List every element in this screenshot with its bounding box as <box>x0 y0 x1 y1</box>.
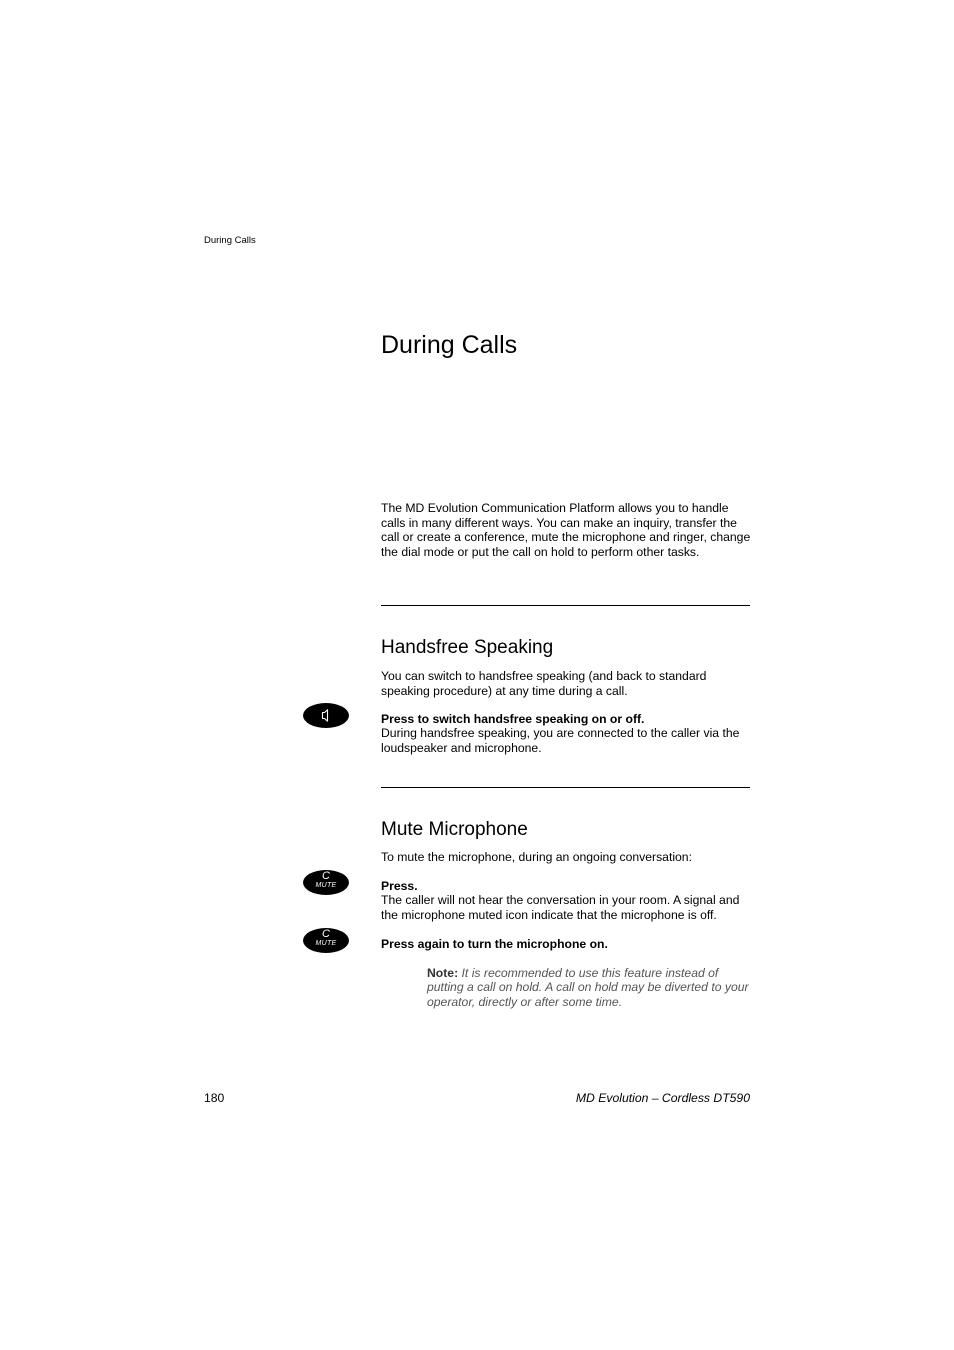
note <box>427 966 757 1009</box>
mute-heading: Mute Microphone <box>381 819 528 840</box>
mute-description: To mute the microphone, during an ongoing conversation: <box>381 850 692 864</box>
mute-step-instruction: Press. <box>381 879 418 893</box>
unmute-step-instruction: Press again to turn the microphone on. <box>381 937 608 951</box>
intro-paragraph: The MD Evolution Communication Platform allows you to handle calls in many different ways. You can make an inquiry, transfer the call or create a conference, mute the microphone and ringer, change the dial mode or put the call on hold to perform other tasks. <box>381 501 751 559</box>
page-number: 180 <box>204 1091 225 1105</box>
speaker-icon <box>303 703 349 728</box>
page-title: During Calls <box>381 331 518 359</box>
running-header: During Calls <box>204 235 256 246</box>
section-divider <box>381 605 750 606</box>
document-title: MD Evolution – Cordless DT590 <box>575 1091 750 1105</box>
mute-key-letter: C <box>322 928 330 940</box>
handsfree-key[interactable] <box>303 703 349 728</box>
note-text: It is recommended to use this feature instead of putting a call on hold. A call on hold may be diverted to your operator, directly or after some time. <box>427 966 749 1009</box>
handsfree-heading: Handsfree Speaking <box>381 637 554 658</box>
unmute-key[interactable] <box>303 928 349 953</box>
mute-step-result: The caller will not hear the conversation in your room. A signal and the microphone muted icon indicate that the microphone is off. <box>381 893 740 922</box>
mute-key-letter: C <box>322 870 330 882</box>
handsfree-step-instruction: Press to switch handsfree speaking on or off. <box>381 712 645 726</box>
mute-key-label: MUTE <box>315 882 337 889</box>
note-label: Note: <box>427 966 459 980</box>
handsfree-step-result: During handsfree speaking, you are connected to the caller via the loudspeaker and microphone. <box>381 726 740 755</box>
section-divider <box>381 787 750 788</box>
handsfree-description: You can switch to handsfree speaking (and back to standard speaking procedure) at any time during a call. <box>381 669 707 698</box>
mute-key-label: MUTE <box>315 940 337 947</box>
mute-key[interactable] <box>303 870 349 895</box>
